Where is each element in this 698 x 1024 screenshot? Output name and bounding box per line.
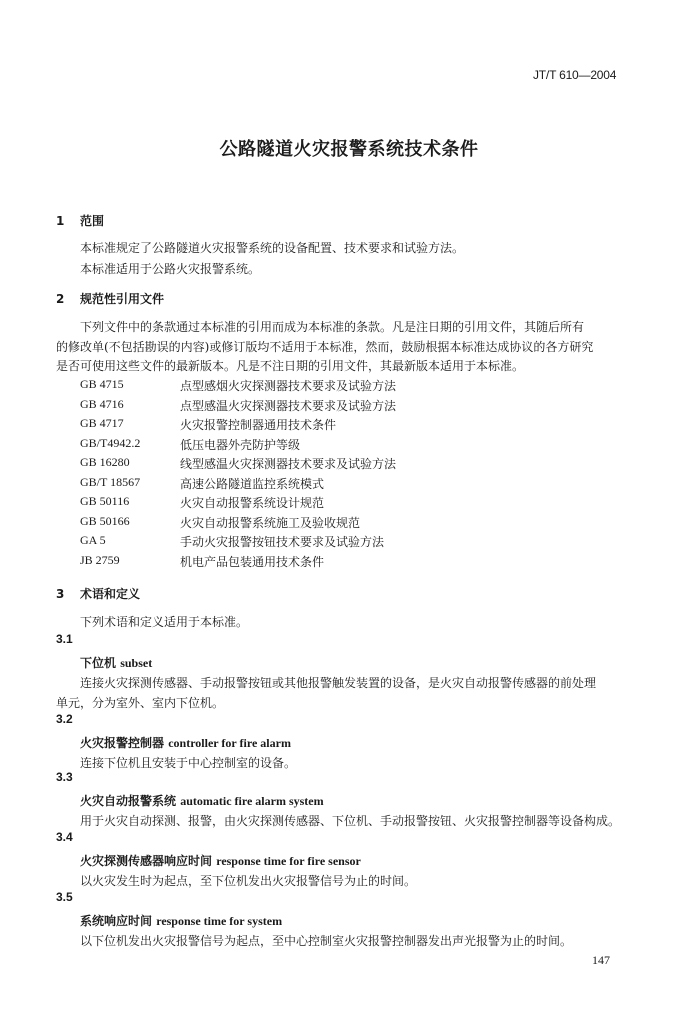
- term-definition-continued: 单元，分为室外、室内下位机。: [56, 696, 225, 710]
- term-number: 3.3: [56, 770, 73, 784]
- page-number: 147: [592, 953, 610, 967]
- term-chinese: 火灾探测传感器响应时间: [80, 854, 213, 868]
- term-heading: [80, 912, 282, 929]
- reference-code: GB 50166: [80, 514, 130, 528]
- reference-title: 线型感温火灾探测器技术要求及试验方法: [180, 457, 397, 471]
- term-heading: [80, 734, 291, 751]
- term-chinese: 火灾报警控制器: [80, 736, 165, 750]
- reference-code: GB 16280: [80, 455, 130, 469]
- reference-code: GB 4717: [80, 416, 124, 430]
- section-number: 2: [56, 292, 65, 306]
- reference-code: JB 2759: [80, 553, 120, 567]
- section-title: 规范性引用文件: [80, 292, 165, 306]
- term-english: automatic fire alarm system: [180, 794, 324, 808]
- term-chinese: 火灾自动报警系统: [80, 794, 177, 808]
- term-definition: 连接火灾探测传感器、手动报警按钮或其他报警触发装置的设备，是火灾自动报警传感器的前处理: [80, 676, 597, 690]
- term-definition: 以下位机发出火灾报警信号为起点，至中心控制室火灾报警控制器发出声光报警为止的时间。: [80, 934, 573, 948]
- term-english: controller for fire alarm: [168, 736, 291, 750]
- term-chinese: 系统响应时间: [80, 914, 153, 928]
- section-2-intro-line-2: 的修改单(不包括勘误的内容)或修订版均不适用于本标准，然而，鼓励根据本标准达成协议的各方研究: [56, 340, 594, 354]
- term-english: subset: [120, 656, 153, 670]
- reference-title: 火灾报警控制器通用技术条件: [180, 418, 337, 432]
- term-english: response time for fire sensor: [216, 854, 361, 868]
- reference-code: GB/T 18567: [80, 475, 141, 489]
- reference-title: 手动火灾报警按钮技术要求及试验方法: [180, 535, 385, 549]
- term-number: 3.4: [56, 830, 73, 844]
- section-number: 3: [56, 587, 65, 601]
- term-number: 3.1: [56, 632, 73, 646]
- reference-title: 点型感烟火灾探测器技术要求及试验方法: [180, 379, 397, 393]
- term-heading: [80, 852, 361, 869]
- term-chinese: 下位机: [80, 656, 117, 670]
- reference-title: 点型感温火灾探测器技术要求及试验方法: [180, 399, 397, 413]
- term-definition: 连接下位机且安装于中心控制室的设备。: [80, 756, 297, 770]
- reference-code: GB 4715: [80, 377, 124, 391]
- section-3-intro: 下列术语和定义适用于本标准。: [80, 615, 249, 629]
- reference-title: 机电产品包装通用技术条件: [180, 555, 325, 569]
- reference-title: 火灾自动报警系统设计规范: [180, 496, 325, 510]
- term-definition: 以火灾发生时为起点，至下位机发出火灾报警信号为止的时间。: [80, 874, 417, 888]
- reference-code: GA 5: [80, 533, 106, 547]
- term-number: 3.5: [56, 890, 73, 904]
- section-1-heading: [56, 212, 104, 229]
- section-title: 范围: [80, 214, 105, 228]
- reference-code: GB/T4942.2: [80, 436, 141, 450]
- term-heading: [80, 792, 324, 809]
- reference-code: GB 4716: [80, 397, 124, 411]
- reference-title: 火灾自动报警系统施工及验收规范: [180, 516, 361, 530]
- reference-title: 高速公路隧道监控系统模式: [180, 477, 325, 491]
- term-number: 3.2: [56, 712, 73, 726]
- section-number: 1: [56, 214, 65, 228]
- section-2-heading: [56, 290, 164, 307]
- reference-title: 低压电器外壳防护等级: [180, 438, 301, 452]
- term-heading: [80, 654, 152, 671]
- section-2-intro-line-3: 是否可使用这些文件的最新版本。凡是不注日期的引用文件，其最新版本适用于本标准。: [56, 359, 525, 373]
- term-english: response time for system: [156, 914, 283, 928]
- term-definition: 用于火灾自动探测、报警，由火灾探测传感器、下位机、手动报警按钮、火灾报警控制器等设备构成。: [80, 814, 621, 828]
- section-title: 术语和定义: [80, 587, 141, 601]
- section-1-paragraph-1: 本标准规定了公路隧道火灾报警系统的设备配置、技术要求和试验方法。: [80, 241, 465, 255]
- reference-code: GB 50116: [80, 494, 130, 508]
- document-title: 公路隧道火灾报警系统技术条件: [219, 139, 479, 160]
- section-1-paragraph-2: 本标准适用于公路火灾报警系统。: [80, 262, 261, 276]
- standard-code: JT/T 610—2004: [533, 68, 617, 82]
- section-2-intro-line-1: 下列文件中的条款通过本标准的引用而成为本标准的条款。凡是注日期的引用文件，其随后所有: [80, 320, 585, 334]
- section-3-heading: [56, 585, 140, 602]
